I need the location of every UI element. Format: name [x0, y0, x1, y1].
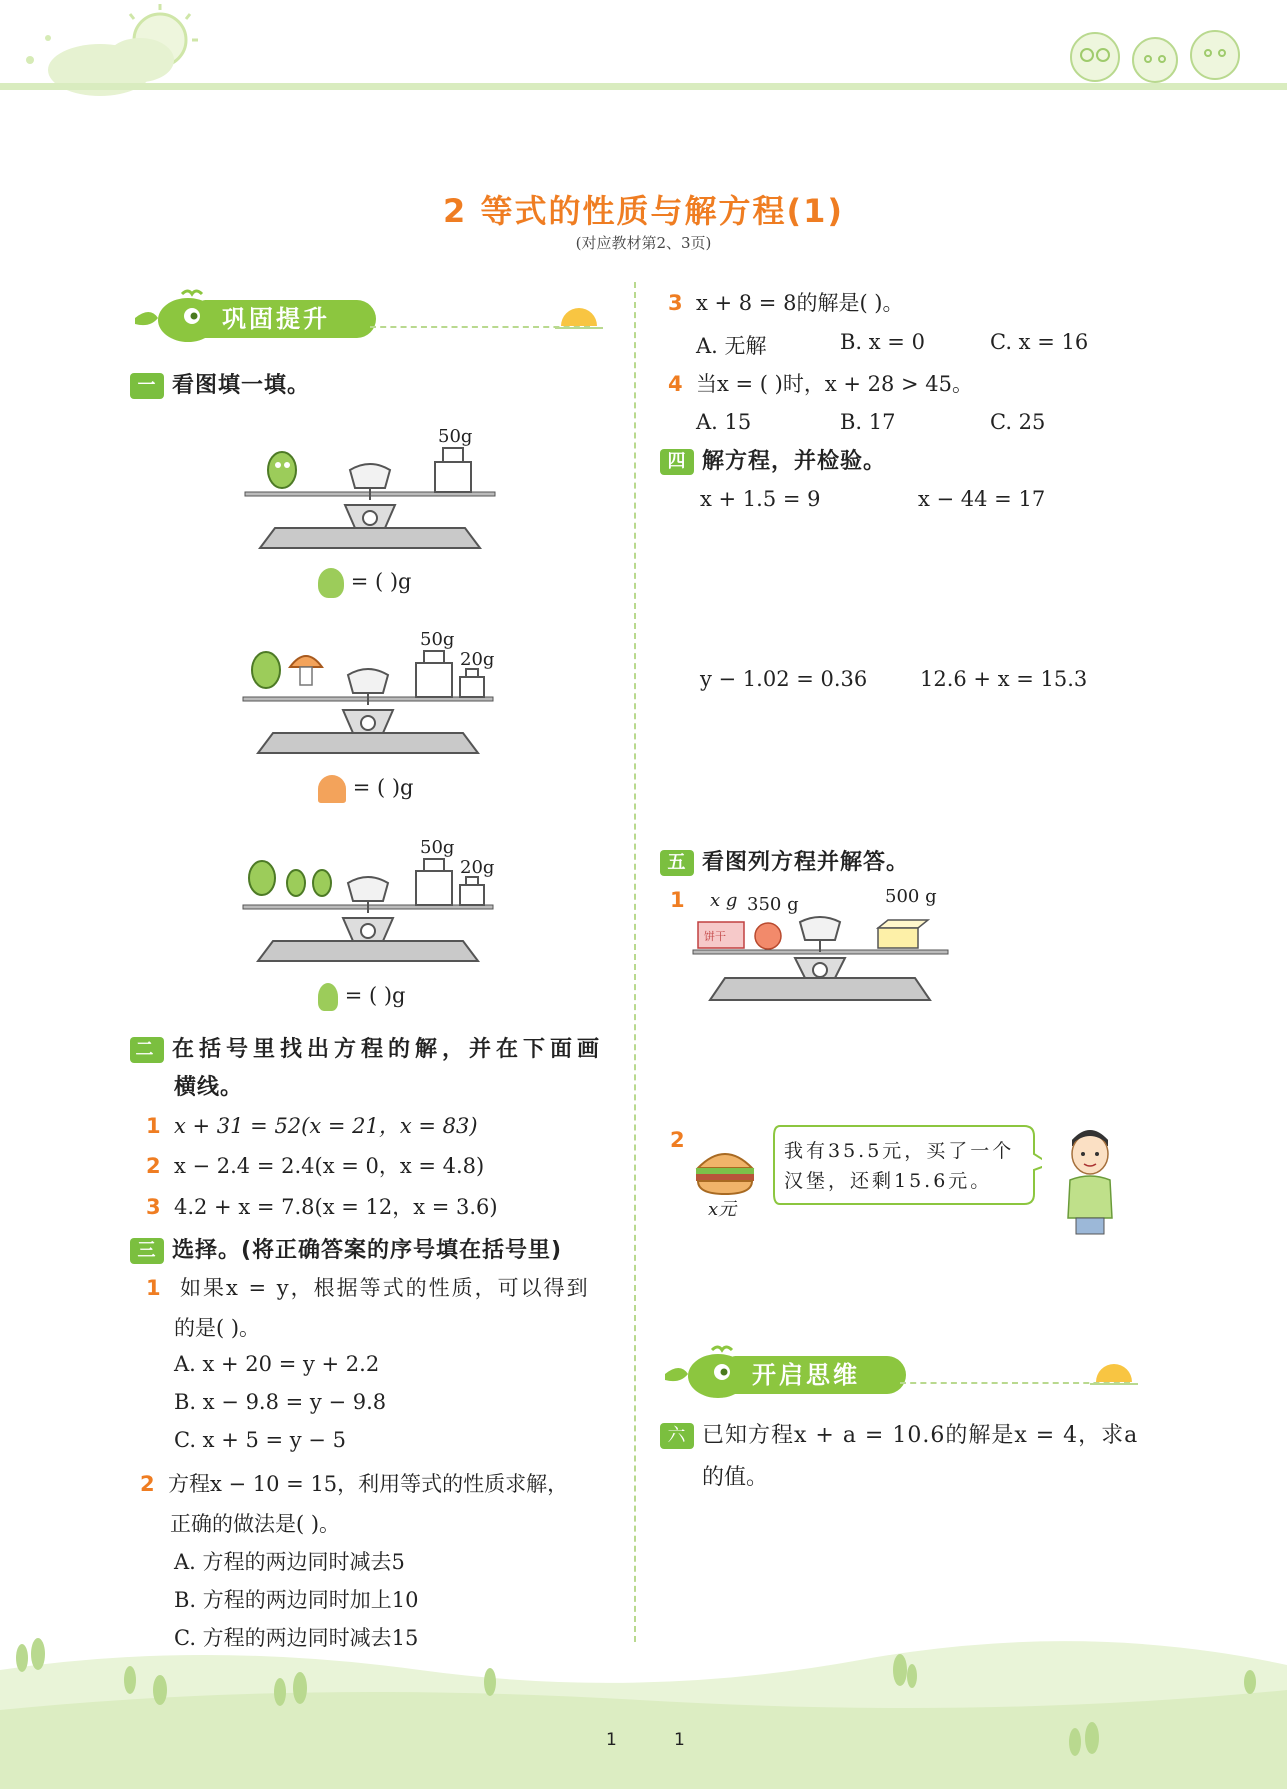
section-2-item-3: 3 4.2 + x = 7.8(x = 12，x = 3.6) — [146, 1195, 498, 1219]
s5-q2-num: 2 — [670, 1128, 685, 1152]
section-4-heading — [660, 444, 886, 475]
cookie-box-text: 饼干 — [704, 930, 726, 943]
q3-option-b: B. x = 0 — [840, 330, 925, 354]
block-weight-label: 500 g — [885, 886, 937, 907]
scale-1-answer-text: = ( )g — [350, 569, 412, 594]
scale-2-answer-text: = ( )g — [352, 775, 414, 800]
q2-line1: 2 方程x − 10 = 15，利用等式的性质求解， — [140, 1472, 569, 1496]
q3-option-c: C. x = 16 — [990, 330, 1089, 354]
page-number-right: 1 — [674, 1730, 685, 1750]
sunset-icon-2 — [1090, 1358, 1140, 1388]
header-decoration-left — [0, 0, 260, 110]
section-2-badge: 二 — [130, 1037, 164, 1063]
section-3-title: 选择。(将正确答案的序号填在括号里) — [172, 1238, 563, 1263]
section-4-badge: 四 — [660, 449, 694, 475]
q1-line1: 1 如果x = y，根据等式的性质，可以得到 — [146, 1276, 590, 1300]
section-1-title: 看图填一填。 — [172, 373, 311, 398]
scale-1-weight-label: 50g — [438, 426, 473, 447]
balance-scale-cookies — [690, 880, 955, 1010]
speech-line-2: 汉堡，还剩15.6元。 — [784, 1170, 993, 1192]
hamburger-icon — [690, 1140, 760, 1200]
equation-3: y − 1.02 = 0.36 — [700, 667, 868, 691]
section-6-line2: 的值。 — [702, 1465, 769, 1490]
q2-option-a: A. 方程的两边同时减去5 — [174, 1550, 405, 1574]
q2-line2: 正确的做法是( )。 — [170, 1512, 341, 1536]
equation-2: x − 44 = 17 — [918, 487, 1046, 511]
scale-2-answer — [318, 775, 413, 803]
section-3-badge: 三 — [130, 1238, 164, 1264]
scale-1-answer — [318, 568, 411, 598]
sunset-icon — [555, 302, 605, 332]
section-6-heading — [660, 1418, 1138, 1449]
boy-avatar — [1060, 1122, 1120, 1242]
q4-option-c: C. 25 — [990, 410, 1046, 434]
section-2-heading — [130, 1032, 604, 1063]
balance-scale-1 — [240, 410, 510, 560]
banner-open-thinking-label: 开启思维 — [730, 1356, 906, 1394]
q2-option-b: B. 方程的两边同时加上10 — [174, 1588, 419, 1612]
balance-scale-2 — [238, 615, 508, 765]
section-6-line1: 已知方程x + a = 10.6的解是x = 4，求a — [702, 1423, 1139, 1448]
q4-option-a: A. 15 — [696, 410, 752, 434]
section-2-item-1: 1 x + 31 = 52(x = 21，x = 83) — [146, 1114, 478, 1138]
section-1-badge: 一 — [130, 373, 164, 399]
equation-4: 12.6 + x = 15.3 — [920, 667, 1088, 691]
q1-line2: 的是( )。 — [174, 1316, 261, 1340]
hamburger-price: x元 — [708, 1199, 737, 1220]
column-divider — [634, 282, 636, 1642]
header-animals-icon — [1055, 15, 1255, 85]
section-5-title: 看图列方程并解答。 — [702, 850, 910, 875]
section-5-heading — [660, 845, 909, 876]
q4-line1: 4 当x = ( )时，x + 28 > 45。 — [668, 372, 974, 396]
scale-3-answer-text: = ( )g — [344, 983, 406, 1008]
balance-scale-3 — [238, 823, 508, 973]
apple-weight-label: 350 g — [747, 894, 799, 915]
speech-line-1: 我有35.5元，买了一个 — [784, 1140, 1015, 1162]
q1-option-b: B. x − 9.8 = y − 9.8 — [174, 1390, 387, 1414]
section-3-heading — [130, 1233, 562, 1264]
scale-2-weight-label-1: 50g — [420, 629, 455, 650]
q2-option-c: C. 方程的两边同时减去15 — [174, 1626, 419, 1650]
cactus-icon — [318, 568, 344, 598]
scale-2-weight-label-2: 20g — [460, 649, 495, 670]
banner-open-thinking — [660, 1352, 1150, 1398]
q4-option-b: B. 17 — [840, 410, 896, 434]
banner-consolidate — [130, 296, 610, 342]
equation-1: x + 1.5 = 9 — [700, 487, 821, 511]
section-2-heading-cont: 横线。 — [174, 1075, 244, 1100]
q3-option-a: A. 无解 — [696, 334, 767, 358]
scale-3-answer — [318, 983, 405, 1011]
page-title: 2 等式的性质与解方程(1) — [443, 192, 844, 230]
section-2-title: 在括号里找出方程的解，并在下面画 — [172, 1037, 605, 1062]
section-5-badge: 五 — [660, 850, 694, 876]
cookie-label: x g — [710, 890, 738, 911]
scale-3-weight-label-2: 20g — [460, 857, 495, 878]
small-cactus-icon — [318, 983, 338, 1011]
scale-3-weight-label-1: 50g — [420, 837, 455, 858]
section-6-badge: 六 — [660, 1423, 694, 1449]
banner-consolidate-label: 巩固提升 — [200, 300, 376, 338]
page-subtitle: (对应教材第2、3页) — [575, 234, 712, 252]
footer-landscape — [0, 1630, 1287, 1789]
section-1-heading — [130, 368, 310, 399]
section-4-title: 解方程，并检验。 — [702, 449, 887, 474]
q1-option-c: C. x + 5 = y − 5 — [174, 1428, 346, 1452]
mushroom-icon — [318, 775, 346, 803]
q3-line1: 3 x + 8 = 8的解是( )。 — [668, 291, 904, 315]
q1-option-a: A. x + 20 = y + 2.2 — [174, 1352, 380, 1376]
section-2-item-2: 2 x − 2.4 = 2.4(x = 0，x = 4.8) — [146, 1154, 485, 1178]
page-number-left: 1 — [606, 1730, 617, 1750]
s5-q1-num: 1 — [670, 888, 685, 912]
